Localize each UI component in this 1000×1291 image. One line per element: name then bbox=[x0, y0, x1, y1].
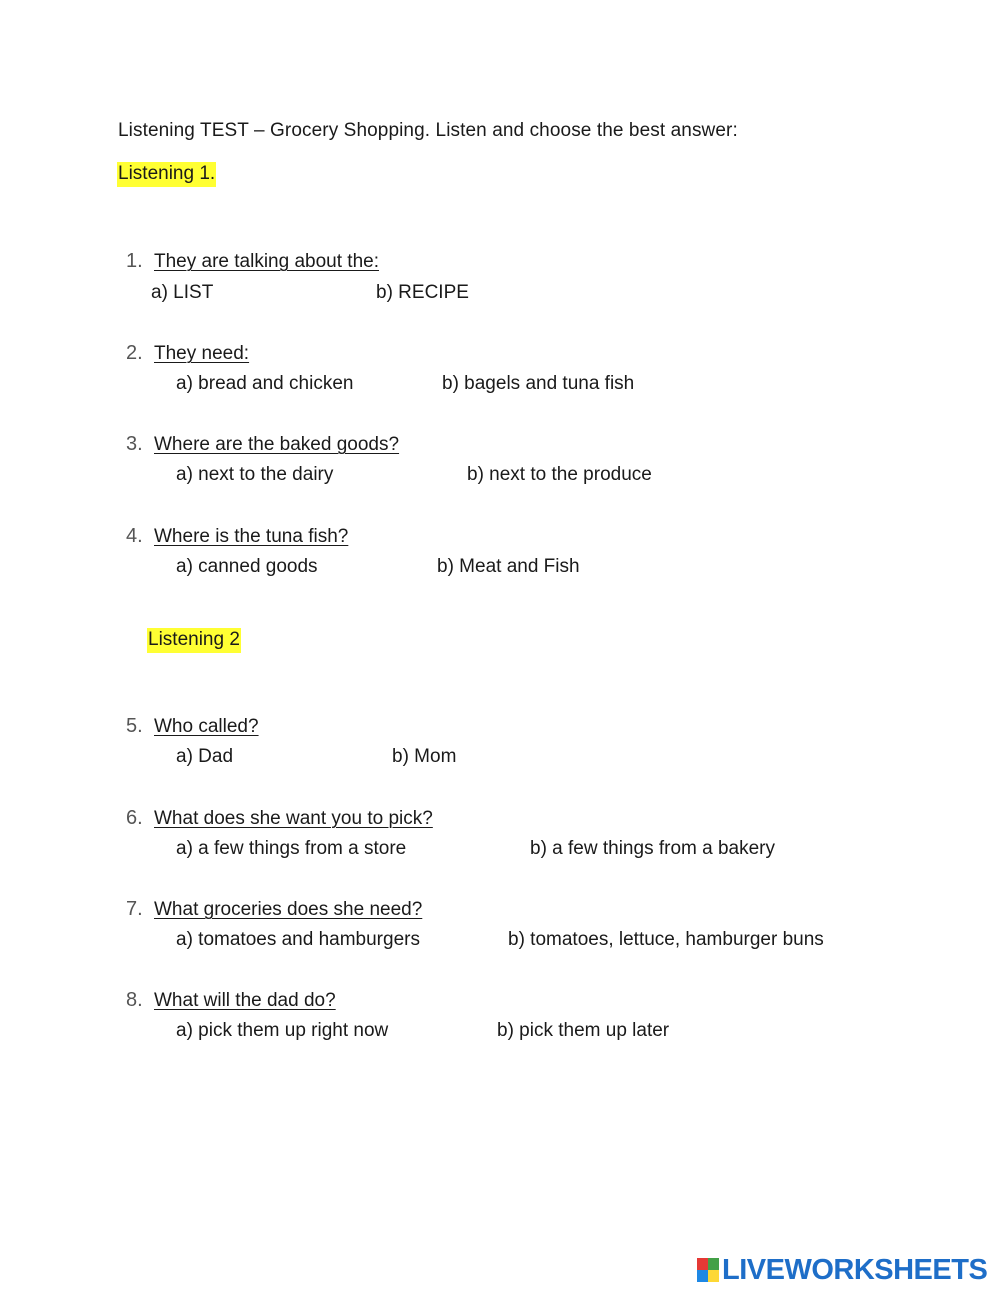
option-b[interactable]: b) tomatoes, lettuce, hamburger buns bbox=[508, 929, 824, 950]
liveworksheets-logo[interactable] bbox=[697, 1255, 987, 1285]
question-text: Where is the tuna fish? bbox=[154, 526, 349, 547]
option-a[interactable]: a) next to the dairy bbox=[176, 464, 334, 485]
question-text: They need: bbox=[154, 343, 250, 364]
question-text: What does she want you to pick? bbox=[154, 808, 433, 829]
option-b[interactable]: b) bagels and tuna fish bbox=[442, 373, 635, 394]
question-number: 8. bbox=[126, 989, 143, 1011]
section-label-1: Listening 1. bbox=[117, 162, 216, 187]
page-title: Listening TEST – Grocery Shopping. Listen and choose the best answer: bbox=[118, 120, 738, 141]
option-b[interactable]: b) Meat and Fish bbox=[437, 556, 580, 577]
question-text: They are talking about the: bbox=[154, 251, 379, 272]
option-a[interactable]: a) canned goods bbox=[176, 556, 318, 577]
question-text: What will the dad do? bbox=[154, 990, 336, 1011]
question-number: 2. bbox=[126, 342, 143, 364]
option-b[interactable]: b) next to the produce bbox=[467, 464, 652, 485]
question-number: 3. bbox=[126, 433, 143, 455]
question-number: 1. bbox=[126, 250, 143, 272]
liveworksheets-logo-icon bbox=[697, 1258, 719, 1282]
option-a[interactable]: a) a few things from a store bbox=[176, 838, 407, 859]
option-b[interactable]: b) a few things from a bakery bbox=[530, 838, 775, 859]
question-text: Where are the baked goods? bbox=[154, 434, 400, 455]
question-number: 5. bbox=[126, 715, 143, 737]
question-text: Who called? bbox=[154, 716, 259, 737]
option-b[interactable]: b) pick them up later bbox=[497, 1020, 670, 1041]
question-number: 6. bbox=[126, 807, 143, 829]
option-b[interactable]: b) Mom bbox=[392, 746, 457, 767]
option-a[interactable]: a) Dad bbox=[176, 746, 234, 767]
option-a[interactable]: a) LIST bbox=[151, 282, 214, 303]
question-number: 7. bbox=[126, 898, 143, 920]
logo-text: LIVEWORKSHEETS bbox=[722, 1253, 988, 1286]
section-label-2: Listening 2 bbox=[147, 628, 241, 653]
option-b[interactable]: b) RECIPE bbox=[376, 282, 469, 303]
option-a[interactable]: a) pick them up right now bbox=[176, 1020, 389, 1041]
option-a[interactable]: a) tomatoes and hamburgers bbox=[176, 929, 420, 950]
option-a[interactable]: a) bread and chicken bbox=[176, 373, 354, 394]
question-text: What groceries does she need? bbox=[154, 899, 423, 920]
question-number: 4. bbox=[126, 525, 143, 547]
